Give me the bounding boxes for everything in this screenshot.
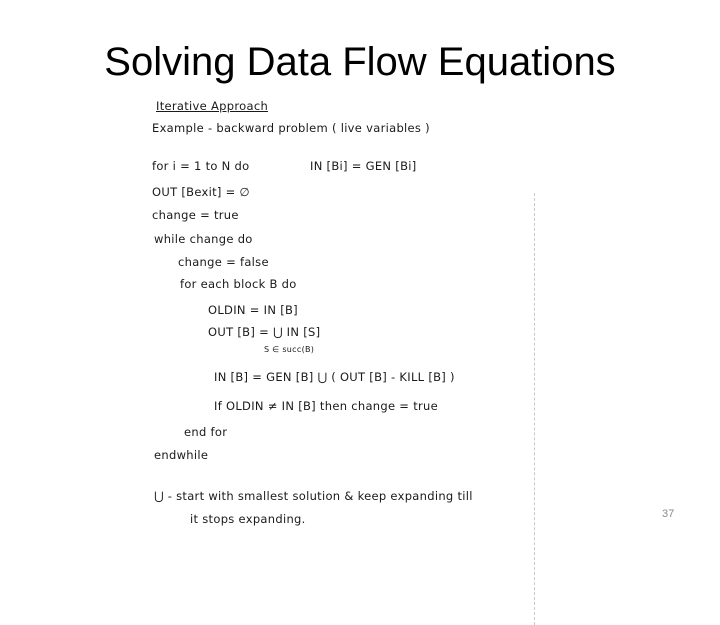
notes-for-each: for each block B do bbox=[180, 277, 297, 291]
paper-fold-line bbox=[534, 193, 535, 625]
notes-out-exit: OUT [Bexit] = ∅ bbox=[152, 185, 250, 199]
notes-heading: Iterative Approach bbox=[156, 99, 269, 113]
notes-endwhile: endwhile bbox=[154, 448, 209, 462]
slide-title: Solving Data Flow Equations bbox=[104, 40, 616, 84]
notes-in-b: IN [B] = GEN [B] ⋃ ( OUT [B] - KILL [B] ) bbox=[214, 370, 455, 384]
page-number: 37 bbox=[662, 508, 675, 520]
notes-note-line-2: it stops expanding. bbox=[190, 512, 306, 526]
notes-out-b: OUT [B] = ⋃ IN [S] bbox=[208, 325, 321, 339]
notes-example: Example - backward problem ( live variables ) bbox=[152, 121, 430, 135]
notes-end-for: end for bbox=[184, 425, 228, 439]
notes-note-line-1: ⋃ - start with smallest solution & keep expanding till bbox=[154, 489, 473, 503]
notes-change-true: change = true bbox=[152, 208, 239, 222]
notes-change-false: change = false bbox=[178, 255, 269, 269]
notes-oldin: OLDIN = IN [B] bbox=[208, 303, 298, 317]
notes-out-b-subscript: S ∈ succ(B) bbox=[264, 345, 315, 354]
notes-for-init: IN [Bi] = GEN [Bi] bbox=[310, 159, 417, 173]
notes-for-loop: for i = 1 to N do bbox=[152, 159, 250, 173]
notes-if: If OLDIN ≠ IN [B] then change = true bbox=[214, 399, 439, 413]
handwritten-notes-image bbox=[144, 95, 554, 535]
notes-while: while change do bbox=[154, 232, 253, 246]
